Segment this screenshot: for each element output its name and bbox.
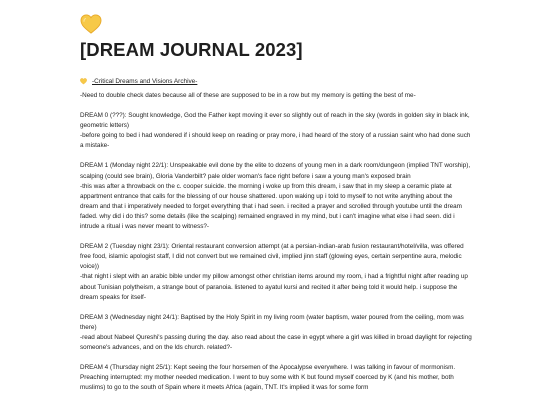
dream-entry-note: -this was after a throwback on the c. cooper suicide. the morning i woke up from this dream, i saw that in my sleep a ceramic plate at appartment entrance that calls for the blessing of our house shattered. upon waking up i told to myself to not write anything about the dream and that i imperatively needed to forget everything that i had seen. i recited a prayer and scrolled through youtube until the dream faded. why did i do this? some details (like the scalping) remained engraved in my mind, but i can't imagine what else i had seen. did i intrude a ritual i was never meant to witness?- (80, 182, 462, 231)
yellow-heart-icon (80, 78, 87, 85)
dream-entry-heading: DREAM 3 (Wednesday night 24/1): Baptised by the Holy Spirit in my living room (water baptism, water poured from the ceiling, mom was there) (80, 313, 464, 331)
intro-note: -Need to double check dates because all of these are supposed to be in a row but my memory is getting the best of me- (80, 92, 416, 99)
archive-link[interactable]: -Critical Dreams and Visions Archive- (92, 78, 198, 85)
dream-entry-2 (80, 242, 472, 303)
archive-link-row (80, 77, 472, 86)
dream-entry-1 (80, 161, 472, 232)
dream-entry-note: -before going to bed i had wondered if i should keep on reading or pray more, i had heard of the story of a russian saint who had done such a mistake- (80, 132, 471, 150)
dream-entry-heading: DREAM 0 (???): Sought knowledge, God the Father kept moving it ever so slightly out of reach in the sky (words in golden sky in black ink, geometric letters) (80, 112, 470, 130)
dream-entry-0 (80, 111, 472, 151)
dream-entry-note: -read about Nabeel Qureshi's passing during the day. also read about the case in egypt where a girl was killed in broad daylight for rejecting someone's advances, and on the lds church. related?- (80, 333, 472, 351)
dream-entry-heading: DREAM 2 (Tuesday night 23/1): Oriental restaurant conversion attempt (at a persian-indian-arab fusion restaurant/hotel/villa, was offered free food, islamic apologist staff, I did not convert but we remained civil, implied jinn staff (glowing eyes, certain serpentine aura, melodic voice)) (80, 243, 464, 271)
dream-entry-3 (80, 313, 472, 353)
page-title: [DREAM JOURNAL 2023] (80, 39, 303, 60)
journal-document (80, 14, 472, 393)
dream-entry-4 (80, 363, 472, 393)
dream-entry-heading: DREAM 4 (Thursday night 25/1): Kept seeing the four horsemen of the Apocalypse everywhere. I was talking in favour of mormonism. Preaching interrupted: my mother needed medication. I went to buy some with K but found myself coerced by K (and his mother, both muslims) to go to the south of Spain where it meets Africa (again, TNT. It's implied it was for some form (80, 364, 456, 392)
dream-entry-heading: DREAM 1 (Monday night 22/1): Unspeakable evil done by the elite to dozens of young men in a dark room/dungeon (implied TNT worship), scalping (could see brain), Gloria Vanderbilt? pale older woman's face right before i saw a young man's exposed brain (80, 162, 471, 180)
yellow-heart-icon (80, 14, 102, 34)
dream-entry-note: -that night i slept with an arabic bible under my pillow amongst other christian items around my room, i had a frightful night after reading up about Tunisian polytheism, a strange bout of paranoia. listened to ayatul kursi and recited it after being told it would help. i suppose the dream speaks for itself- (80, 273, 468, 301)
